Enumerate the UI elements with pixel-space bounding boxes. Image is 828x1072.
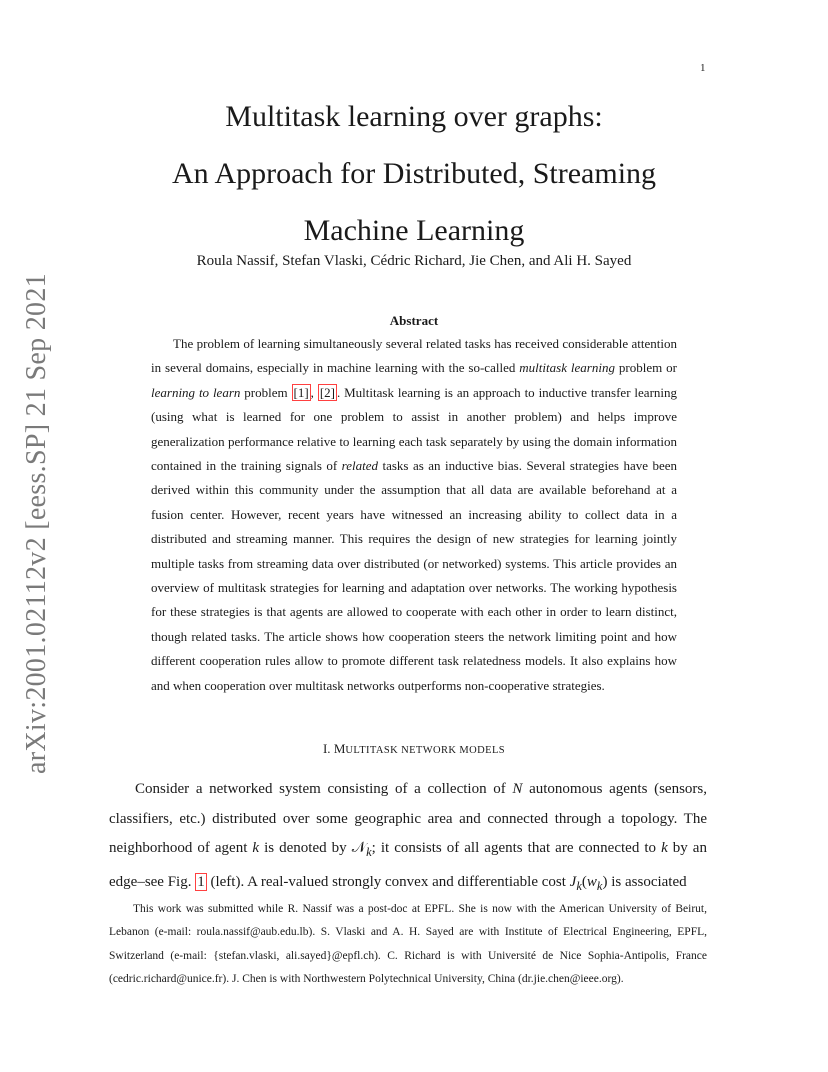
abstract-emphasis: learning to learn — [151, 384, 241, 400]
abstract-text: problem — [240, 384, 292, 400]
arxiv-identifier-stamp[interactable]: arXiv:2001.02112v2 [eess.SP] 21 Sep 2021 — [21, 273, 52, 774]
section-title-rest: ULTITASK NETWORK MODELS — [345, 745, 506, 756]
math-subscript: k — [366, 845, 372, 859]
page-number: 1 — [700, 62, 706, 74]
paper-title — [100, 88, 728, 259]
footnote-text: This work was submitted while R. Nassif was a post-doc at EPFL. She is now with the American University of Beirut, Lebanon (e-mail: roula.nassif@aub.edu.lb). S. Vlaski and A. H. Sayed are with Institute of Electrical Engineering, EPFL, Switzerland (e-mail: {stefan.vlaski, ali.sayed}@epfl.ch). C. Richard is with Université de Nice Sophia-Antipolis, France (cedric.richard@unice.fr). J. Chen is with Northwestern Polytechnical University, China (dr.jie.chen@ieee.org). — [109, 903, 707, 986]
math-var: N — [512, 781, 523, 797]
math-var: k — [661, 840, 668, 856]
affiliation-footnote — [109, 898, 707, 992]
figure-ref-link[interactable]: 1 — [197, 873, 205, 890]
abstract-text: . Multitask learning is an approach to inductive transfer learning (using what is learned for one problem to assist in another problem) and helps improve generalization performance relative to learning each task separately by using the domain information contained in the training signals of — [151, 384, 678, 474]
title-line-2: An Approach for Distributed, Streaming — [171, 157, 657, 190]
title-line-1: Multitask learning over graphs: — [225, 100, 603, 133]
abstract-text: , — [310, 384, 318, 400]
title-line-3: Machine Learning — [303, 214, 525, 247]
body-text: by an edge–see Fig. — [109, 840, 707, 890]
math-var: k — [252, 840, 260, 856]
body-text: (left). A real-valued strongly convex and differentiable cost — [206, 873, 570, 890]
math-var: J — [569, 873, 577, 890]
math-neighborhood: 𝒩 — [351, 840, 367, 856]
abstract-text: The problem of learning simultaneously several related tasks has received considerable attention in several domains, especially in machine learning with the so-called — [151, 336, 677, 376]
abstract-emphasis: related — [341, 458, 379, 474]
body-text: autonomous agents (sensors, classifiers, etc.) distributed over some geographic area and connected through a topology. The neighborhood of agent — [109, 781, 707, 856]
abstract-body — [151, 332, 677, 698]
abstract-emphasis: multitask learning — [519, 360, 615, 376]
math-subscript: k — [596, 878, 603, 893]
abstract-text: tasks as an inductive bias. Several strategies have been derived within this community under the assumption that all data are available beforehand at a fusion center. However, recent years have witnessed an increasing ability to collect data in a distributed and streaming manner. This requires the design of new strategies for learning jointly multiple tasks from streaming data over distributed (or networked) systems. This article provides an overview of multitask strategies for learning and adaptation over networks. The working hypothesis for these strategies is that agents are allowed to cooperate with each other in order to learn distinct, though related tasks. The article shows how cooperation steers the network limiting point and how different cooperation rules allow to promote different task relatedness models. It also explains how and when cooperation over multitask networks outperforms non-cooperative strategies. — [151, 458, 677, 693]
body-text: is associated — [607, 873, 687, 890]
section-title-initial: M — [333, 741, 346, 756]
introduction-paragraph — [109, 775, 707, 901]
section-numeral: I. — [322, 741, 331, 756]
citation-link-2[interactable]: [2] — [319, 384, 335, 400]
section-heading — [100, 741, 728, 757]
math-var: w — [586, 873, 597, 890]
math-paren: ) — [602, 873, 608, 890]
math-subscript: k — [576, 878, 582, 893]
abstract-heading: Abstract — [389, 313, 439, 328]
citation-link-1[interactable]: [1] — [293, 384, 309, 400]
body-text: Consider a networked system consisting of a collection of — [135, 781, 513, 797]
math-paren: ( — [581, 873, 587, 890]
author-list: Roula Nassif, Stefan Vlaski, Cédric Richard, Jie Chen, and Ali H. Sayed — [196, 253, 632, 269]
abstract-text: problem or — [614, 360, 678, 376]
body-text: is denoted by — [259, 840, 352, 856]
body-text: ; it consists of all agents that are connected to — [371, 840, 662, 856]
